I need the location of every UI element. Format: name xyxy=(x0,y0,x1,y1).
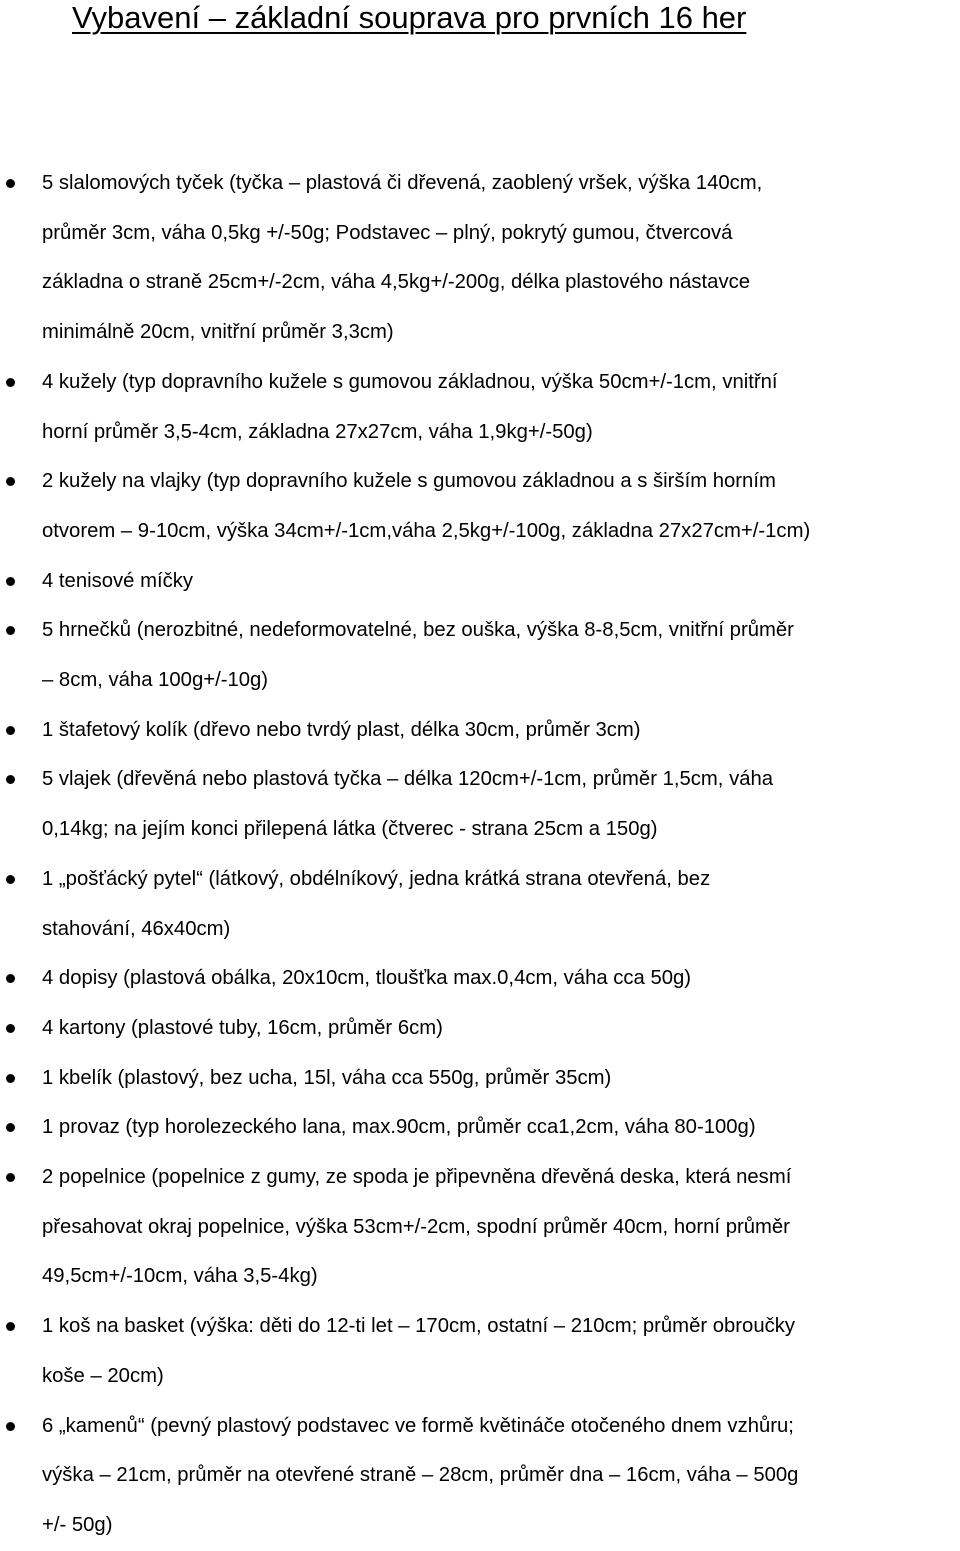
list-item-text-line: přesahovat okraj popelnice, výška 53cm+/-2cm, spodní průměr 40cm, horní průměr xyxy=(42,1215,790,1238)
list-item-text-line: 5 vlajek (dřevěná nebo plastová tyčka – délka 120cm+/-1cm, průměr 1,5cm, váha xyxy=(42,768,774,791)
bullet-icon xyxy=(6,1123,15,1132)
bullet-icon xyxy=(6,179,15,188)
list-item xyxy=(0,557,960,607)
list-item xyxy=(0,1103,960,1153)
list-item xyxy=(0,159,960,358)
list-item-text-line: výška – 21cm, průměr na otevřené straně – 28cm, průměr dna – 16cm, váha – 500g xyxy=(42,1464,799,1487)
list-item xyxy=(0,1004,960,1054)
list-item-text-line: 1 „pošťácký pytel“ (látkový, obdélníkový, jedna krátká strana otevřená, bez xyxy=(42,867,711,890)
list-item-text-line: 4 kužely (typ dopravního kužele s gumovou základnou, výška 50cm+/-1cm, vnitřní xyxy=(42,370,778,393)
list-item xyxy=(0,706,960,756)
list-item-text-line: stahování, 46x40cm) xyxy=(42,917,231,940)
list-item-text-line: 5 hrnečků (nerozbitné, nedeformovatelné, bez ouška, výška 8-8,5cm, vnitřní průměr xyxy=(42,619,794,642)
bullet-icon xyxy=(6,974,15,983)
bullet-icon xyxy=(6,1074,15,1083)
list-item-text-line: 5 slalomových tyček (tyčka – plastová či dřevená, zaoblený vršek, výška 140cm, xyxy=(42,172,763,194)
bullet-icon xyxy=(6,1422,15,1431)
list-item-text-line: 1 provaz (typ horolezeckého lana, max.90cm, průměr cca1,2cm, váha 80-100g) xyxy=(42,1116,756,1139)
list-item-text-line: 4 kartony (plastové tuby, 16cm, průměr 6cm) xyxy=(42,1016,443,1039)
list-item-text-line: minimálně 20cm, vnitřní průměr 3,3cm) xyxy=(42,321,394,344)
bullet-icon xyxy=(6,378,15,387)
list-item xyxy=(0,358,960,457)
bullet-icon xyxy=(6,1322,15,1331)
list-item-text-line: horní průměr 3,5-4cm, základna 27x27cm, váha 1,9kg+/-50g) xyxy=(42,420,593,443)
document-title: Vybavení – základní souprava pro prvních 16 her xyxy=(72,0,747,35)
bullet-icon xyxy=(6,577,15,586)
list-item-text-line: 1 koš na basket (výška: děti do 12-ti let – 170cm, ostatní – 210cm; průměr obroučky xyxy=(42,1315,796,1338)
list-item-text-line: základna o straně 25cm+/-2cm, váha 4,5kg+/-200g, délka plastového nástavce xyxy=(42,271,751,294)
list-item xyxy=(0,1153,960,1302)
list-item-text-line: průměr 3cm, váha 0,5kg +/-50g; Podstavec – plný, pokrytý gumou, čtvercová xyxy=(42,221,733,244)
list-item-text-line: 2 kužely na vlajky (typ dopravního kužele s gumovou základnou a s širším horním xyxy=(42,470,776,493)
list-item-text-line: koše – 20cm) xyxy=(42,1364,164,1387)
list-item-text-line: +/- 50g) xyxy=(42,1513,113,1536)
list-item xyxy=(0,1302,960,1401)
list-item-text-line: 1 štafetový kolík (dřevo nebo tvrdý plast, délka 30cm, průměr 3cm) xyxy=(42,718,641,741)
list-item xyxy=(0,755,960,854)
list-item xyxy=(0,457,960,556)
bullet-icon xyxy=(6,775,15,784)
list-item-text-line: 0,14kg; na jejím konci přilepená látka (čtverec - strana 25cm a 150g) xyxy=(42,818,658,841)
list-item-text-line: – 8cm, váha 100g+/-10g) xyxy=(42,669,269,692)
bullet-icon xyxy=(6,1024,15,1033)
list-item-text-line: 1 kbelík (plastový, bez ucha, 15l, váha cca 550g, průměr 35cm) xyxy=(42,1066,612,1089)
list-item xyxy=(0,1054,960,1104)
bullet-icon xyxy=(6,1173,15,1182)
list-item xyxy=(0,855,960,954)
list-item xyxy=(0,954,960,1004)
bullet-icon xyxy=(6,626,15,635)
bullet-icon xyxy=(6,477,15,486)
bullet-icon xyxy=(6,726,15,735)
list-item-text-line: otvorem – 9-10cm, výška 34cm+/-1cm,váha 2,5kg+/-100g, základna 27x27cm+/-1cm) xyxy=(42,519,811,542)
list-item-text-line: 49,5cm+/-10cm, váha 3,5-4kg) xyxy=(42,1265,318,1288)
list-item xyxy=(0,606,960,705)
list-item-text-line: 2 popelnice (popelnice z gumy, ze spoda je připevněna dřevěná deska, která nesmí xyxy=(42,1166,792,1189)
list-item xyxy=(0,1402,960,1551)
bullet-icon xyxy=(6,875,15,884)
equipment-list xyxy=(0,159,960,1551)
list-item-text-line: 4 tenisové míčky xyxy=(42,569,194,592)
list-item-text-line: 6 „kamenů“ (pevný plastový podstavec ve formě květináče otočeného dnem vzhůru; xyxy=(42,1414,794,1437)
list-item-text-line: 4 dopisy (plastová obálka, 20x10cm, tloušťka max.0,4cm, váha cca 50g) xyxy=(42,967,692,990)
